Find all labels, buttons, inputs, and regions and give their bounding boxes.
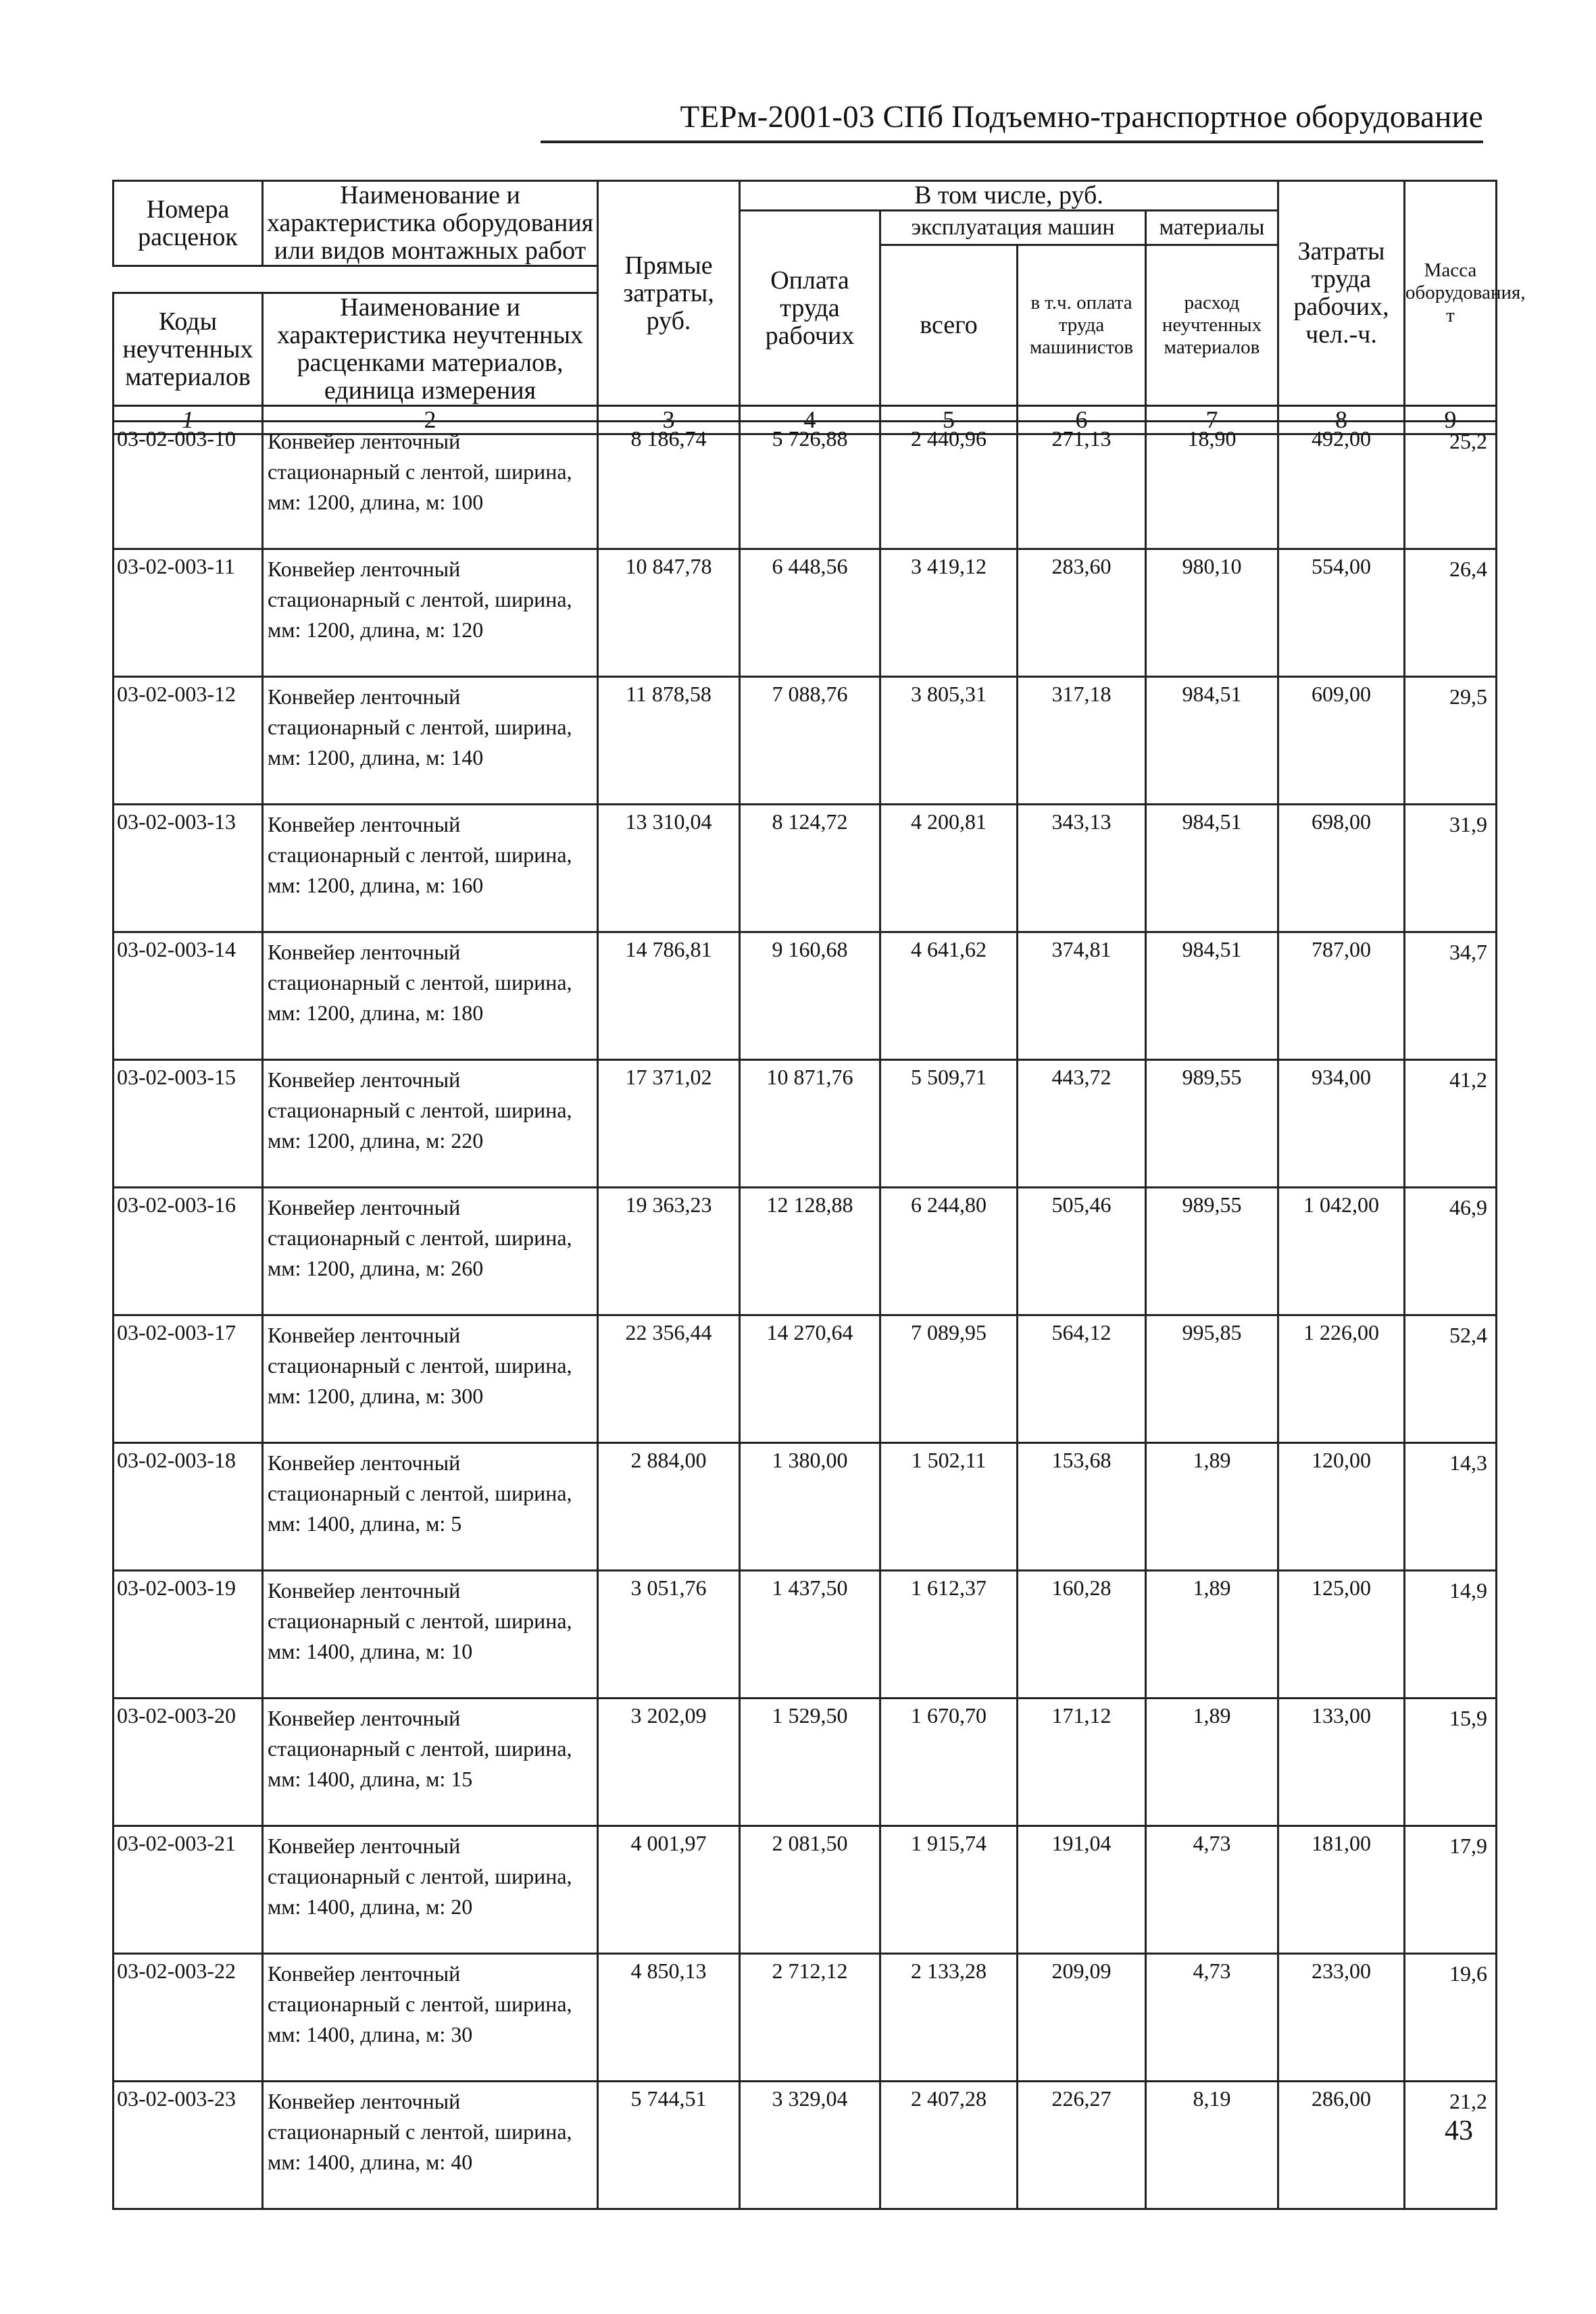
column-number: 1 (114, 406, 263, 434)
machines-total-cell: 2 407,28 (880, 2082, 1018, 2209)
machines-total-cell: 7 089,95 (880, 1315, 1018, 1443)
header-name-bottom: Наименование и характеристика неучтенных расценками материалов, единица измерения (263, 293, 598, 406)
table-row (114, 1571, 1497, 1699)
labor-hours-cell: 492,00 (1278, 422, 1405, 549)
labor-hours-cell: 554,00 (1278, 549, 1405, 677)
rate-code: 03-02-003-17 (114, 1315, 263, 1443)
machines-total-cell: 5 509,71 (880, 1060, 1018, 1188)
materials-cell: 4,73 (1146, 1826, 1278, 1954)
rate-code: 03-02-003-18 (114, 1443, 263, 1571)
worker-pay-cell: 2 712,12 (740, 1954, 880, 2082)
rate-code: 03-02-003-19 (114, 1571, 263, 1699)
column-number: 2 (263, 406, 598, 434)
table-body (112, 420, 1495, 2210)
rate-name: Конвейер ленточный стационарный с лентой, ширина, мм: 1200, длина, м: 140 (263, 677, 598, 805)
equipment-mass-cell: 46,9 (1405, 1188, 1497, 1315)
direct-costs-cell: 3 202,09 (598, 1699, 740, 1826)
table-row (114, 1315, 1497, 1443)
machines-total-cell: 4 641,62 (880, 932, 1018, 1060)
column-number: 8 (1278, 406, 1405, 434)
labor-hours-cell: 181,00 (1278, 1826, 1405, 1954)
labor-hours-cell: 934,00 (1278, 1060, 1405, 1188)
equipment-mass-cell: 19,6 (1405, 1954, 1497, 2082)
worker-pay-cell: 6 448,56 (740, 549, 880, 677)
table-row (114, 1060, 1497, 1188)
rate-name: Конвейер ленточный стационарный с лентой, ширина, мм: 1400, длина, м: 30 (263, 1954, 598, 2082)
equipment-mass-cell: 14,9 (1405, 1571, 1497, 1699)
machines-total-cell: 3 419,12 (880, 549, 1018, 677)
table-row (114, 549, 1497, 677)
materials-cell: 4,73 (1146, 1954, 1278, 2082)
direct-costs-cell: 3 051,76 (598, 1571, 740, 1699)
direct-costs-cell: 19 363,23 (598, 1188, 740, 1315)
direct-costs-cell: 8 186,74 (598, 422, 740, 549)
machinist-pay-cell: 564,12 (1018, 1315, 1146, 1443)
page-number: 43 (1445, 2115, 1473, 2146)
equipment-mass-cell: 34,7 (1405, 932, 1497, 1060)
column-number: 7 (1146, 406, 1278, 434)
machinist-pay-cell: 191,04 (1018, 1826, 1146, 1954)
machines-total-cell: 1 915,74 (880, 1826, 1018, 1954)
rates-table (112, 420, 1497, 2210)
table-row (114, 677, 1497, 805)
machinist-pay-cell: 171,12 (1018, 1699, 1146, 1826)
machines-total-cell: 2 440,96 (880, 422, 1018, 549)
table-row (114, 1954, 1497, 2082)
materials-cell: 1,89 (1146, 1571, 1278, 1699)
rate-code: 03-02-003-22 (114, 1954, 263, 2082)
machines-total-cell: 3 805,31 (880, 677, 1018, 805)
rate-name: Конвейер ленточный стационарный с лентой, ширина, мм: 1400, длина, м: 15 (263, 1699, 598, 1826)
rate-code: 03-02-003-12 (114, 677, 263, 805)
header-codes-bottom: Коды неучтенных материалов (114, 293, 263, 406)
labor-hours-cell: 698,00 (1278, 805, 1405, 932)
header-labor-hours: Затраты труда рабочих, чел.-ч. (1278, 181, 1405, 406)
rate-name: Конвейер ленточный стационарный с лентой, ширина, мм: 1400, длина, м: 40 (263, 2082, 598, 2209)
machines-total-cell: 1 670,70 (880, 1699, 1018, 1826)
machinist-pay-cell: 374,81 (1018, 932, 1146, 1060)
labor-hours-cell: 787,00 (1278, 932, 1405, 1060)
machinist-pay-cell: 271,13 (1018, 422, 1146, 549)
labor-hours-cell: 125,00 (1278, 1571, 1405, 1699)
materials-cell: 984,51 (1146, 932, 1278, 1060)
machinist-pay-cell: 160,28 (1018, 1571, 1146, 1699)
direct-costs-cell: 5 744,51 (598, 2082, 740, 2209)
equipment-mass-cell: 15,9 (1405, 1699, 1497, 1826)
worker-pay-cell: 5 726,88 (740, 422, 880, 549)
labor-hours-cell: 1 226,00 (1278, 1315, 1405, 1443)
rate-code: 03-02-003-21 (114, 1826, 263, 1954)
header-rule (541, 141, 1483, 143)
header-direct-costs: Прямые затраты, руб. (598, 181, 740, 406)
table-header (112, 180, 1526, 435)
labor-hours-cell: 133,00 (1278, 1699, 1405, 1826)
materials-cell: 995,85 (1146, 1315, 1278, 1443)
equipment-mass-cell: 31,9 (1405, 805, 1497, 932)
rate-name: Конвейер ленточный стационарный с лентой, ширина, мм: 1200, длина, м: 220 (263, 1060, 598, 1188)
machinist-pay-cell: 343,13 (1018, 805, 1146, 932)
worker-pay-cell: 14 270,64 (740, 1315, 880, 1443)
materials-cell: 984,51 (1146, 805, 1278, 932)
materials-cell: 8,19 (1146, 2082, 1278, 2209)
column-number: 3 (598, 406, 740, 434)
materials-cell: 1,89 (1146, 1699, 1278, 1826)
column-number: 6 (1018, 406, 1146, 434)
direct-costs-cell: 4 850,13 (598, 1954, 740, 2082)
header-materials: материалы (1146, 211, 1278, 245)
equipment-mass-cell: 25,2 (1405, 422, 1497, 549)
header-codes-top: Номера расценок (114, 181, 263, 266)
direct-costs-cell: 17 371,02 (598, 1060, 740, 1188)
worker-pay-cell: 9 160,68 (740, 932, 880, 1060)
machines-total-cell: 2 133,28 (880, 1954, 1018, 2082)
labor-hours-cell: 609,00 (1278, 677, 1405, 805)
machinist-pay-cell: 283,60 (1018, 549, 1146, 677)
direct-costs-cell: 11 878,58 (598, 677, 740, 805)
materials-cell: 980,10 (1146, 549, 1278, 677)
materials-cell: 989,55 (1146, 1060, 1278, 1188)
worker-pay-cell: 7 088,76 (740, 677, 880, 805)
header-machinist-pay: в т.ч. оплата труда машинистов (1018, 245, 1146, 406)
header-name-top: Наименование и характеристика оборудования или видов монтажных работ (263, 181, 598, 266)
table-row (114, 1443, 1497, 1571)
worker-pay-cell: 10 871,76 (740, 1060, 880, 1188)
labor-hours-cell: 233,00 (1278, 1954, 1405, 2082)
table-row (114, 1188, 1497, 1315)
worker-pay-cell: 1 529,50 (740, 1699, 880, 1826)
machinist-pay-cell: 153,68 (1018, 1443, 1146, 1571)
rate-name: Конвейер ленточный стационарный с лентой, ширина, мм: 1200, длина, м: 160 (263, 805, 598, 932)
header-machines-total: всего (880, 245, 1018, 406)
worker-pay-cell: 12 128,88 (740, 1188, 880, 1315)
machines-total-cell: 6 244,80 (880, 1188, 1018, 1315)
header-worker-pay: Оплата труда рабочих (740, 211, 880, 406)
materials-cell: 1,89 (1146, 1443, 1278, 1571)
table-row (114, 805, 1497, 932)
rate-name: Конвейер ленточный стационарный с лентой, ширина, мм: 1400, длина, м: 10 (263, 1571, 598, 1699)
machinist-pay-cell: 443,72 (1018, 1060, 1146, 1188)
machinist-pay-cell: 209,09 (1018, 1954, 1146, 2082)
direct-costs-cell: 2 884,00 (598, 1443, 740, 1571)
rate-code: 03-02-003-20 (114, 1699, 263, 1826)
equipment-mass-cell: 21,2 (1405, 2082, 1497, 2209)
column-number: 5 (880, 406, 1018, 434)
rate-name: Конвейер ленточный стационарный с лентой, ширина, мм: 1400, длина, м: 20 (263, 1826, 598, 1954)
machines-total-cell: 4 200,81 (880, 805, 1018, 932)
rate-name: Конвейер ленточный стационарный с лентой, ширина, мм: 1200, длина, м: 100 (263, 422, 598, 549)
header-unaccounted-materials: расход неучтенных материалов (1146, 245, 1278, 406)
equipment-mass-cell: 52,4 (1405, 1315, 1497, 1443)
page-header-title: ТЕРм-2001-03 СПб Подъемно-транспортное оборудование (680, 99, 1483, 134)
worker-pay-cell: 1 437,50 (740, 1571, 880, 1699)
materials-cell: 984,51 (1146, 677, 1278, 805)
header-equipment-mass: Масса оборудования, т (1405, 181, 1497, 406)
worker-pay-cell: 3 329,04 (740, 2082, 880, 2209)
table-header-grid (112, 180, 1526, 435)
equipment-mass-cell: 29,5 (1405, 677, 1497, 805)
table-row (114, 422, 1497, 549)
labor-hours-cell: 286,00 (1278, 2082, 1405, 2209)
rate-code: 03-02-003-11 (114, 549, 263, 677)
equipment-mass-cell: 14,3 (1405, 1443, 1497, 1571)
rate-code: 03-02-003-14 (114, 932, 263, 1060)
table-row (114, 932, 1497, 1060)
table-row (114, 2082, 1497, 2209)
labor-hours-cell: 1 042,00 (1278, 1188, 1405, 1315)
rate-code: 03-02-003-10 (114, 422, 263, 549)
column-number: 9 (1405, 406, 1497, 434)
rate-code: 03-02-003-13 (114, 805, 263, 932)
direct-costs-cell: 4 001,97 (598, 1826, 740, 1954)
materials-cell: 989,55 (1146, 1188, 1278, 1315)
column-number: 4 (740, 406, 880, 434)
header-in-total: В том числе, руб. (740, 181, 1278, 211)
rate-name: Конвейер ленточный стационарный с лентой, ширина, мм: 1200, длина, м: 300 (263, 1315, 598, 1443)
worker-pay-cell: 1 380,00 (740, 1443, 880, 1571)
worker-pay-cell: 8 124,72 (740, 805, 880, 932)
rate-code: 03-02-003-16 (114, 1188, 263, 1315)
rate-name: Конвейер ленточный стационарный с лентой, ширина, мм: 1200, длина, м: 260 (263, 1188, 598, 1315)
rate-code: 03-02-003-23 (114, 2082, 263, 2209)
direct-costs-cell: 13 310,04 (598, 805, 740, 932)
machinist-pay-cell: 505,46 (1018, 1188, 1146, 1315)
machinist-pay-cell: 317,18 (1018, 677, 1146, 805)
machines-total-cell: 1 502,11 (880, 1443, 1018, 1571)
table-row (114, 1826, 1497, 1954)
direct-costs-cell: 22 356,44 (598, 1315, 740, 1443)
machinist-pay-cell: 226,27 (1018, 2082, 1146, 2209)
rate-name: Конвейер ленточный стационарный с лентой, ширина, мм: 1200, длина, м: 120 (263, 549, 598, 677)
header-machines: эксплуатация машин (880, 211, 1146, 245)
rate-name: Конвейер ленточный стационарный с лентой, ширина, мм: 1400, длина, м: 5 (263, 1443, 598, 1571)
equipment-mass-cell: 17,9 (1405, 1826, 1497, 1954)
equipment-mass-cell: 41,2 (1405, 1060, 1497, 1188)
worker-pay-cell: 2 081,50 (740, 1826, 880, 1954)
rate-name: Конвейер ленточный стационарный с лентой, ширина, мм: 1200, длина, м: 180 (263, 932, 598, 1060)
table-row (114, 1699, 1497, 1826)
equipment-mass-cell: 26,4 (1405, 549, 1497, 677)
machines-total-cell: 1 612,37 (880, 1571, 1018, 1699)
rate-code: 03-02-003-15 (114, 1060, 263, 1188)
direct-costs-cell: 10 847,78 (598, 549, 740, 677)
materials-cell: 18,90 (1146, 422, 1278, 549)
direct-costs-cell: 14 786,81 (598, 932, 740, 1060)
labor-hours-cell: 120,00 (1278, 1443, 1405, 1571)
